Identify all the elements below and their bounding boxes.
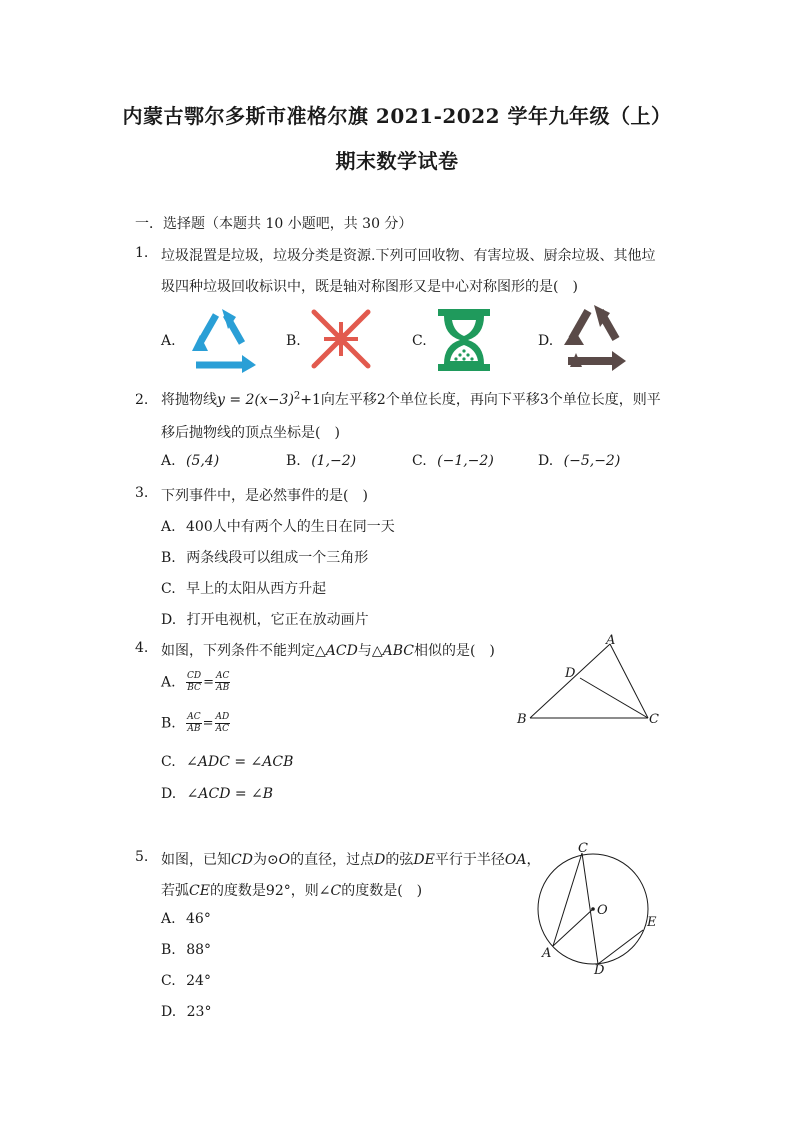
q5-text: 的直径，过点 bbox=[290, 852, 375, 868]
point-label-d: D bbox=[594, 963, 605, 978]
q1-option-d-label: D. bbox=[538, 333, 554, 349]
q3-option-d[interactable] bbox=[161, 609, 369, 629]
point-label-c: C bbox=[649, 712, 659, 727]
fraction-numerator: AD bbox=[215, 712, 230, 722]
q4-option-a-fraction-2 bbox=[215, 671, 230, 694]
point-label-b: B bbox=[517, 712, 527, 727]
q5-option-b-label: B. bbox=[161, 942, 176, 958]
fraction-denominator: AB bbox=[216, 683, 230, 693]
exam-title-line1: 内蒙古鄂尔多斯市准格尔旗 2021-2022 学年九年级（上） bbox=[122, 104, 672, 128]
q1-stem-line2: 圾四种垃圾回收标识中，既是轴对称图形又是中心对称图形的是( ) bbox=[161, 279, 578, 295]
q3-option-c-text: 早上的太阳从西方升起 bbox=[186, 581, 327, 597]
q5-math: D bbox=[374, 852, 386, 868]
fraction-numerator: CD bbox=[187, 671, 202, 681]
segment-ba bbox=[530, 644, 610, 718]
q3-option-d-text: 打开电视机，它正在放动画片 bbox=[186, 612, 369, 628]
q5-text: 的度数是( ) bbox=[341, 883, 423, 899]
q1-option-a-label: A. bbox=[161, 333, 176, 349]
point-label-a: A bbox=[542, 946, 552, 961]
recycle-icon bbox=[186, 307, 258, 373]
point-label-c: C bbox=[578, 841, 588, 856]
point-label-d: D bbox=[565, 666, 576, 681]
point-label-o: O bbox=[597, 903, 608, 918]
q5-option-a-text: 46° bbox=[186, 911, 211, 927]
q2-stem-line2: 移后抛物线的顶点坐标是( ) bbox=[161, 425, 340, 441]
q3-option-b-text: 两条线段可以组成一个三角形 bbox=[186, 550, 369, 566]
q5-option-c-label: C. bbox=[161, 973, 176, 989]
q5-math: ∠C bbox=[318, 883, 342, 899]
q1-number: 1. bbox=[135, 245, 149, 261]
q5-option-b[interactable] bbox=[161, 942, 211, 958]
q3-stem: 下列事件中，是必然事件的是( ) bbox=[161, 488, 368, 504]
q2-option-b[interactable] bbox=[286, 453, 356, 469]
q5-text: 为 bbox=[252, 852, 267, 868]
center-point bbox=[591, 907, 595, 911]
exam-title-line2: 期末数学试卷 bbox=[335, 149, 459, 173]
q5-option-d-label: D. bbox=[161, 1004, 177, 1020]
q2-formula: y = 2(x−3) bbox=[217, 392, 294, 408]
equals-sign: = bbox=[202, 716, 214, 731]
hourglass-waste-icon bbox=[436, 307, 492, 373]
q2-option-b-text: (1,−2) bbox=[311, 453, 357, 469]
q4-stem-b: 与 bbox=[357, 643, 372, 659]
q5-stem-line2 bbox=[161, 880, 422, 900]
equals-sign: = bbox=[203, 675, 215, 690]
q4-number: 4. bbox=[135, 640, 149, 656]
q4-triangle-figure bbox=[510, 632, 670, 732]
q4-option-d-text: ∠ACD = ∠B bbox=[186, 786, 274, 802]
q4-option-b-label: B. bbox=[161, 715, 176, 732]
fraction-denominator: AB bbox=[187, 724, 201, 734]
q4-option-d-label: D. bbox=[161, 786, 177, 802]
q5-circle-figure bbox=[530, 840, 670, 980]
q4-option-a-fraction-1 bbox=[186, 671, 202, 694]
q4-option-c-label: C. bbox=[161, 754, 176, 770]
q3-option-d-label: D. bbox=[161, 612, 177, 628]
q2-number: 2. bbox=[135, 392, 149, 408]
q4-option-b-fraction-2 bbox=[215, 712, 231, 735]
q2-stem-post: +1向左平移2个单位长度，再向下平移3个单位长度，则平 bbox=[300, 392, 661, 408]
q2-option-a-label: A. bbox=[161, 453, 176, 469]
q5-math: CE bbox=[189, 883, 210, 899]
q4-option-c-text: ∠ADC = ∠ACB bbox=[186, 754, 294, 770]
q4-stem-a: 如图，下列条件不能判定 bbox=[161, 643, 315, 659]
q1-option-c-label: C. bbox=[412, 333, 427, 349]
hazardous-waste-icon bbox=[310, 308, 372, 370]
q5-number: 5. bbox=[135, 849, 149, 865]
q4-option-b-fraction-1 bbox=[186, 712, 201, 735]
q5-option-b-text: 88° bbox=[186, 942, 212, 958]
section-heading: 一．选择题（本题共 10 小题吧，共 30 分） bbox=[135, 216, 413, 232]
q4-triangle-abc: △ABC bbox=[371, 643, 414, 659]
q1-option-b-label: B. bbox=[286, 333, 301, 349]
fraction-denominator: BC bbox=[187, 683, 201, 693]
q2-option-c-label: C. bbox=[412, 453, 427, 469]
q2-option-d[interactable] bbox=[538, 453, 620, 469]
q5-math: DE bbox=[413, 852, 435, 868]
q2-option-a[interactable] bbox=[161, 453, 219, 469]
q5-option-d-text: 23° bbox=[186, 1004, 212, 1020]
q3-option-c-label: C. bbox=[161, 581, 176, 597]
q3-option-a-label: A. bbox=[161, 519, 176, 535]
point-label-e: E bbox=[647, 915, 657, 930]
q4-stem-c: 相似的是( ) bbox=[413, 643, 495, 659]
q5-math: CD bbox=[231, 852, 253, 868]
q5-text: 如图，已知 bbox=[161, 852, 231, 868]
q2-option-d-label: D. bbox=[538, 453, 554, 469]
q2-option-a-text: (5,4) bbox=[186, 453, 220, 469]
q3-option-c[interactable] bbox=[161, 578, 326, 598]
q3-option-b[interactable] bbox=[161, 547, 368, 567]
point-label-a: A bbox=[606, 633, 616, 648]
q5-text: 平行于半径 bbox=[434, 852, 505, 868]
q2-stem-line1 bbox=[161, 389, 661, 409]
segment-de bbox=[598, 930, 643, 964]
fraction-numerator: AC bbox=[216, 671, 230, 681]
q2-option-d-text: (−5,−2) bbox=[563, 453, 621, 469]
q4-stem bbox=[161, 640, 495, 660]
q5-option-a[interactable] bbox=[161, 911, 211, 927]
q5-text: 若弧 bbox=[161, 883, 189, 899]
q5-text: 的弦 bbox=[385, 852, 414, 868]
q5-stem-line1 bbox=[161, 849, 540, 869]
q2-option-c-text: (−1,−2) bbox=[437, 453, 494, 469]
q4-option-b[interactable] bbox=[161, 712, 231, 735]
q4-option-d[interactable] bbox=[161, 786, 273, 802]
q5-text: ， bbox=[526, 852, 541, 868]
q4-option-a-label: A. bbox=[161, 674, 176, 691]
q5-option-d[interactable] bbox=[161, 1004, 211, 1020]
other-waste-recycle-icon bbox=[562, 305, 626, 373]
q2-stem-pre: 将抛物线 bbox=[161, 392, 217, 408]
fraction-numerator: AC bbox=[187, 712, 201, 722]
q4-option-c[interactable] bbox=[161, 754, 293, 770]
q5-option-c[interactable] bbox=[161, 973, 211, 989]
q3-number: 3. bbox=[135, 485, 149, 501]
q3-option-a[interactable] bbox=[161, 516, 395, 536]
q3-option-a-text: 400人中有两个人的生日在同一天 bbox=[186, 519, 395, 535]
q2-option-b-label: B. bbox=[286, 453, 301, 469]
q1-stem-line1: 垃圾混置是垃圾，垃圾分类是资源.下列可回收物、有害垃圾、厨余垃圾、其他垃 bbox=[161, 248, 656, 264]
q2-formula-exponent: 2 bbox=[293, 390, 301, 402]
q4-triangle-acd: △ACD bbox=[315, 643, 358, 659]
q5-math: ⊙O bbox=[266, 852, 291, 868]
q4-option-a[interactable] bbox=[161, 671, 231, 694]
q5-math: OA bbox=[504, 852, 527, 868]
segment-cd bbox=[582, 853, 598, 964]
q2-option-c[interactable] bbox=[412, 453, 494, 469]
q5-text: 的度数是92°，则 bbox=[209, 883, 319, 899]
q5-option-a-label: A. bbox=[161, 911, 176, 927]
q3-option-b-label: B. bbox=[161, 550, 176, 566]
q5-option-c-text: 24° bbox=[186, 973, 211, 989]
fraction-denominator: AC bbox=[215, 724, 230, 734]
